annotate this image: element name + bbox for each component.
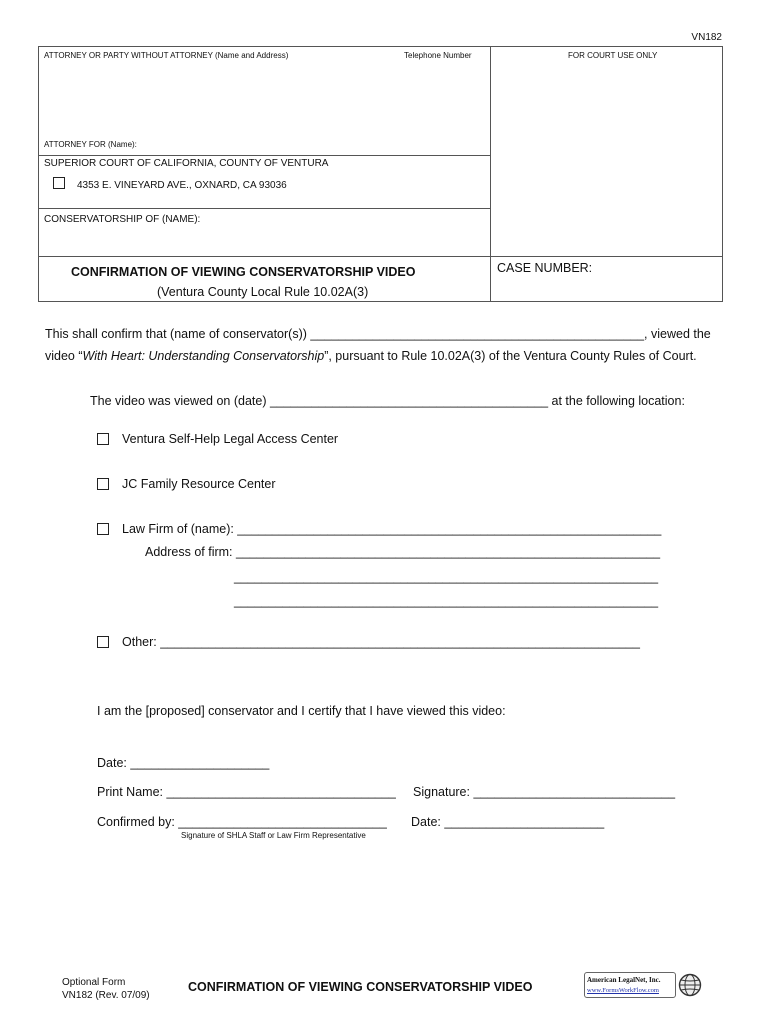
other-line[interactable]: Other: _____________________________________________________________________ [122, 635, 640, 649]
certify-statement: I am the [proposed] conservator and I certify that I have viewed this video: [97, 704, 506, 718]
confirmed-date-line[interactable]: Date: _______________________ [411, 815, 605, 829]
firm-address-line-2[interactable]: _____________________________________________________________ [234, 570, 659, 584]
brand-name: American LegalNet, Inc. [587, 976, 661, 984]
jc-label: JC Family Resource Center [122, 477, 276, 491]
attorney-label: ATTORNEY OR PARTY WITHOUT ATTORNEY (Name and Address) [44, 51, 289, 60]
divider-title [38, 256, 723, 257]
brand-url[interactable]: www.FormsWorkFlow.com [587, 987, 659, 994]
confirmed-caption: Signature of SHLA Staff or Law Firm Representative [181, 831, 366, 840]
case-number-label: CASE NUMBER: [497, 261, 593, 275]
conservatorship-label: CONSERVATORSHIP OF (NAME): [44, 214, 201, 225]
firm-address-line-3[interactable]: _____________________________________________________________ [234, 594, 659, 608]
divider-court [38, 155, 490, 156]
signature-line[interactable]: Signature: _____________________________ [413, 785, 676, 799]
print-name-line[interactable]: Print Name: _________________________________ [97, 785, 396, 799]
date-line[interactable]: Date: ____________________ [97, 756, 270, 770]
divider-conservatorship [38, 208, 490, 209]
confirmed-by-line[interactable]: Confirmed by: ______________________________ [97, 815, 387, 829]
law-firm-line[interactable]: Law Firm of (name): _____________________________________________________________ [122, 522, 662, 536]
form-subtitle: (Ventura County Local Rule 10.02A(3) [157, 285, 369, 299]
firm-address-line[interactable]: Address of firm: _____________________________________________________________ [145, 545, 661, 559]
court-name: SUPERIOR COURT OF CALIFORNIA, COUNTY OF VENTURA [44, 158, 329, 169]
shla-label: Ventura Self-Help Legal Access Center [122, 432, 339, 446]
telephone-label: Telephone Number [404, 51, 472, 60]
viewed-on-line: The video was viewed on (date) ________________________________________ at the following location: [90, 394, 685, 408]
court-use-label: FOR COURT USE ONLY [568, 51, 658, 60]
footer-title: CONFIRMATION OF VIEWING CONSERVATORSHIP VIDEO [188, 980, 533, 994]
jc-checkbox[interactable] [97, 478, 109, 490]
shla-checkbox[interactable] [97, 433, 109, 445]
confirmation-line-1: This shall confirm that (name of conservator(s)) ________________________________________________, viewed the [45, 327, 711, 341]
video-title: With Heart: Understanding Conservatorship [82, 349, 325, 363]
law-firm-checkbox[interactable] [97, 523, 109, 535]
form-id: VN182 [691, 32, 722, 43]
header-box [38, 46, 723, 302]
attorney-for-label: ATTORNEY FOR (Name): [44, 140, 137, 149]
other-checkbox[interactable] [97, 636, 109, 648]
court-address: 4353 E. VINEYARD AVE., OXNARD, CA 93036 [77, 180, 287, 191]
optional-form-label: Optional Form [62, 977, 126, 988]
brand-badge [584, 972, 704, 1000]
header-divider-vertical [490, 46, 491, 302]
globe-icon [678, 972, 702, 998]
form-revision: VN182 (Rev. 07/09) [62, 990, 150, 1001]
court-address-checkbox[interactable] [53, 177, 65, 189]
confirmation-line-2: video “With Heart: Understanding Conservatorship”, pursuant to Rule 10.02A(3) of the Ventura County Rules of Court. [45, 349, 697, 363]
form-title: CONFIRMATION OF VIEWING CONSERVATORSHIP VIDEO [71, 265, 416, 279]
